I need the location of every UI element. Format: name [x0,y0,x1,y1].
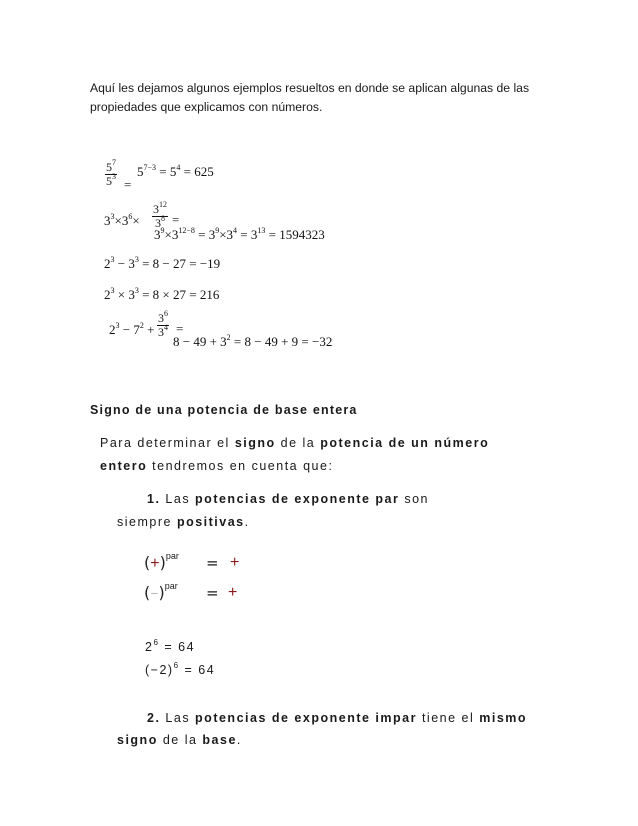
result: $8 - 49 + 3^2 = 8 - 49 + 9 = -32$ [173,333,333,349]
rule-2-line-1: 2. Las potencias de exponente impar tiene el mismo [147,711,528,725]
paragraph-line-2: entero tendremos en cuenta que: [100,459,334,473]
result: $5^{7-3} = 5^4 = 625$ [137,163,214,179]
rule-2-line-2: signo de la base. [117,733,242,747]
fraction: $\frac{5^7}{5^3}$ [106,158,116,188]
sign-rule-plus: $(+)^{par}$ = + [144,551,240,572]
fraction: $\frac{3^6}{3^4}$ [158,309,168,339]
result: $3^9\times 3^{12-8} = 3^9\times 3^4 = 3^{13} = 1594323$ [154,226,325,242]
intro-paragraph: Aquí les dejamos algunos ejemplos resueltos en donde se aplican algunas de las propiedades que explicamos con números. [90,81,530,114]
fraction: $\frac{3^{12}}{3^8}$ [153,200,167,230]
example-3: $2^3 - 3^3 = 8 - 27 = -19$ [104,255,221,271]
paragraph-line-1: Para determinar el signo de la potencia de un número [100,436,490,450]
rule-1-line-2: siempre positivas. [117,515,250,529]
par-example-1: $2^6 = 64$ [145,638,196,654]
sign-rule-minus: $(-)^{par}$ = + [144,581,238,602]
example-4: $2^3 \times 3^3 = 8 \times 27 = 216$ [104,286,220,302]
par-example-2: $(-2)^6 = 64$ [145,661,216,677]
section-heading: Signo de una potencia de base entera [90,403,358,417]
rule-1-line-1: 1. Las potencias de exponente par son [147,492,430,506]
